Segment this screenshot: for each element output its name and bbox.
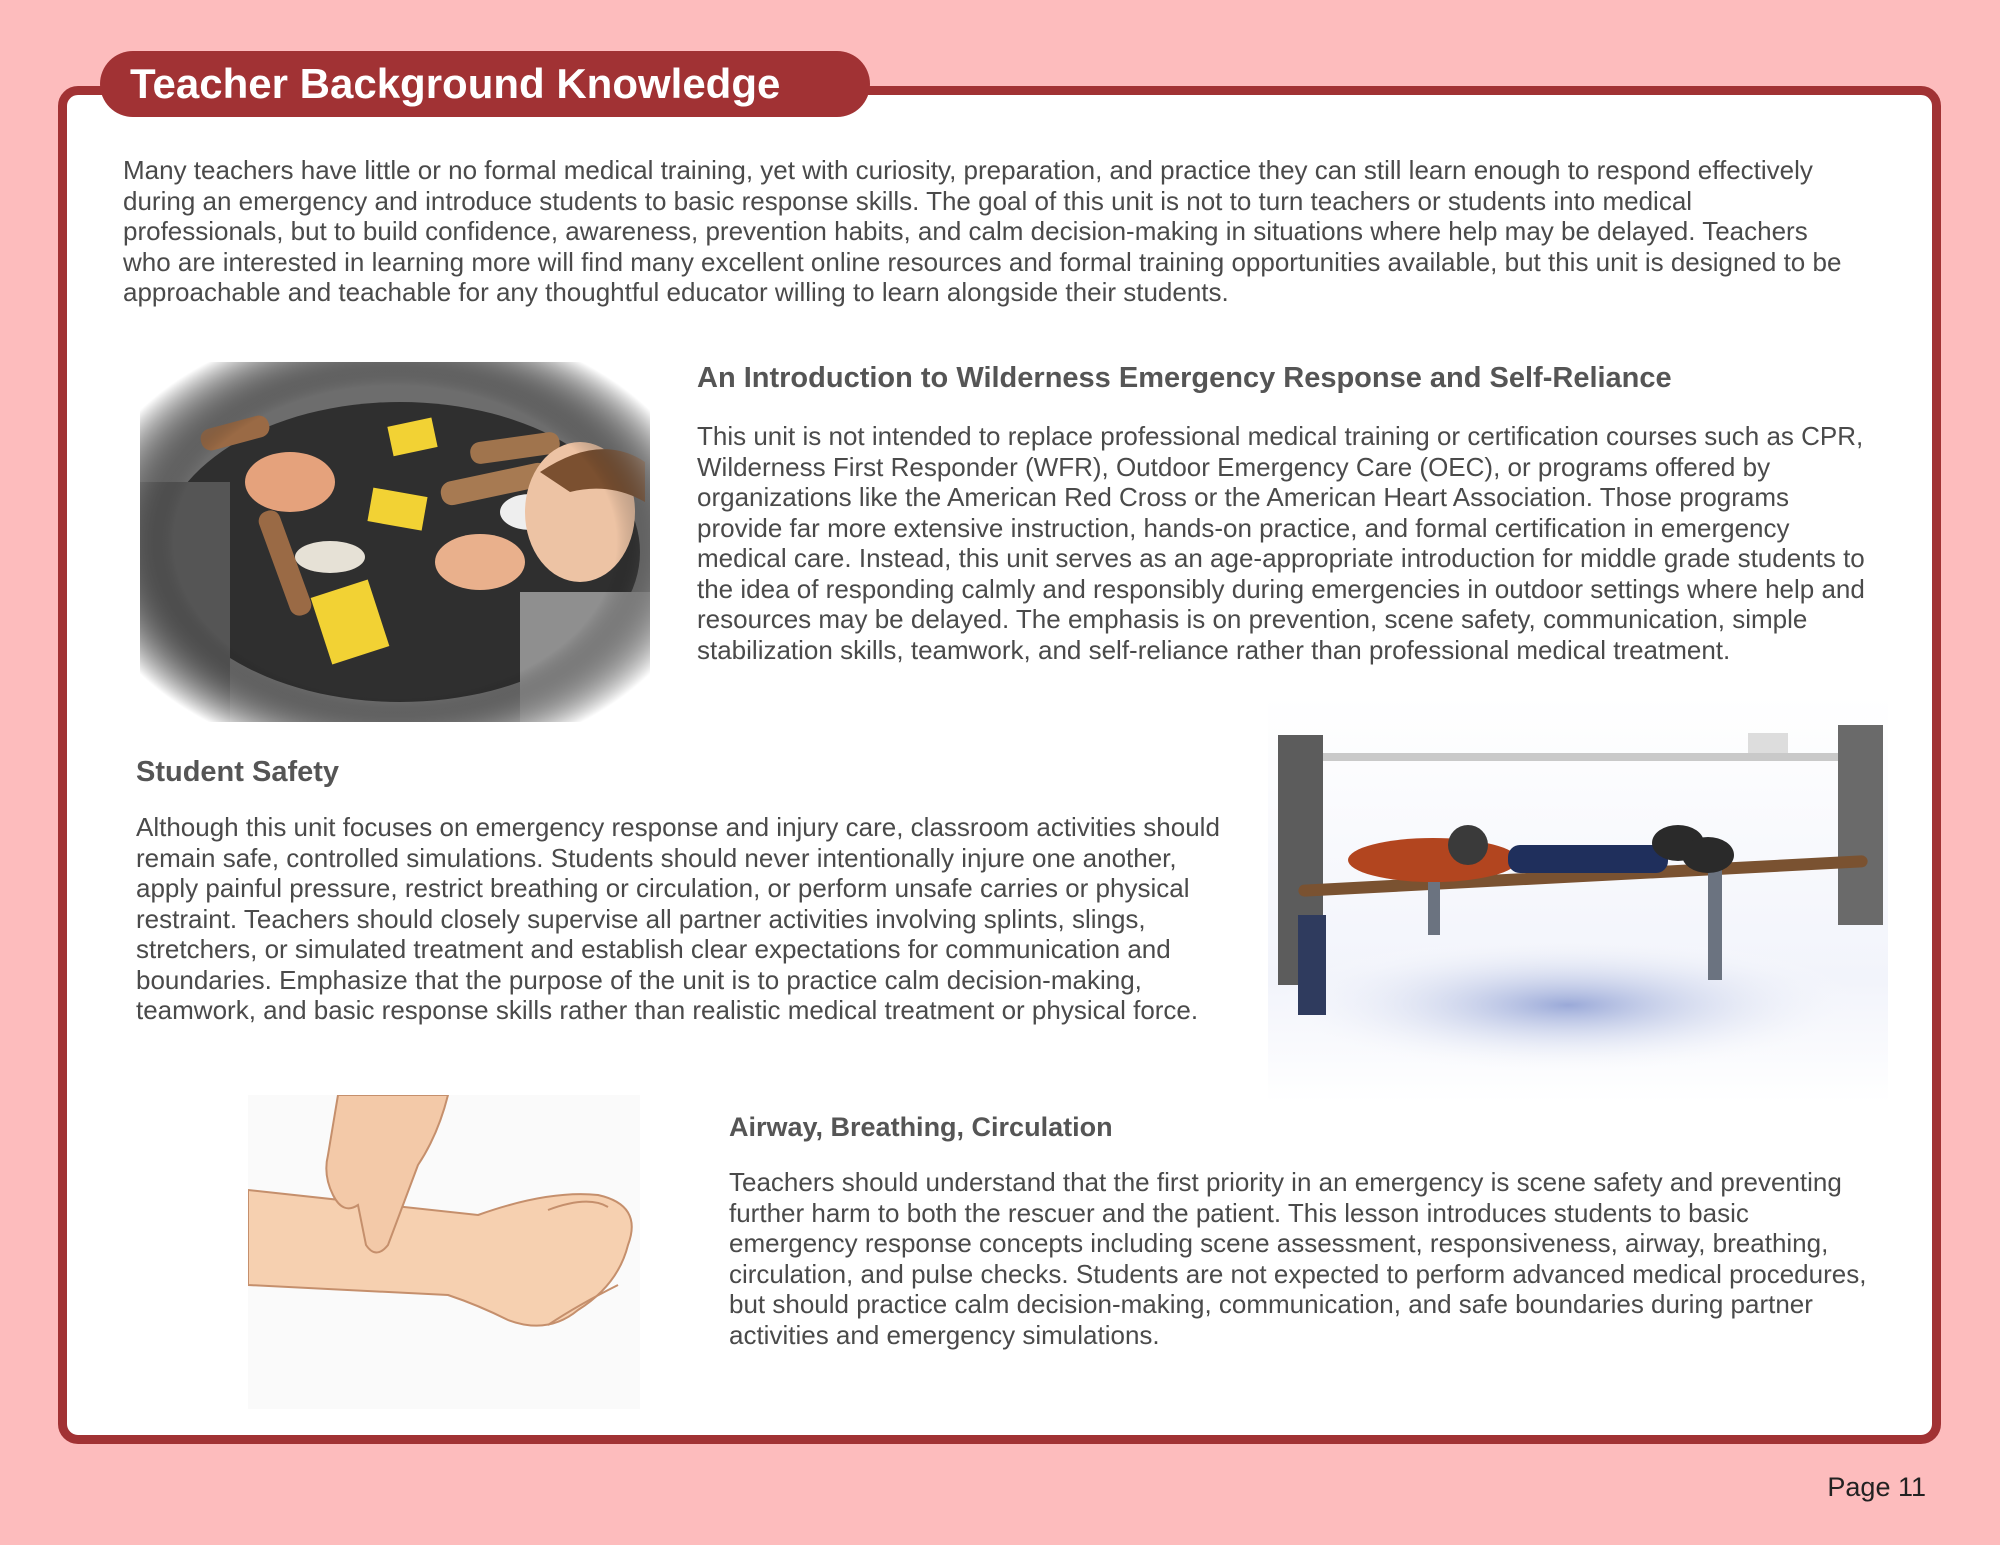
page-number: Page 11	[1827, 1472, 1926, 1502]
page-title: Teacher Background Knowledge	[100, 51, 870, 117]
section-body-abc: Teachers should understand that the first priority in an emergency is scene safety and preventing further harm to both the rescuer and the patient. This lesson introduces students to basic emergency response concepts including scene assessment, responsiveness, airway, breathing, circulation, and pulse checks. Students are not expected to perform advanced medical procedures, but should practice calm decision-making, communication, and safe boundaries during partner activities and emergency simulations.	[729, 1167, 1867, 1350]
section-body-intro: This unit is not intended to replace professional medical training or certification courses such as CPR, Wilderness First Responder (WFR), Outdoor Emergency Care (OEC), or programs offered by organizations like the American Red Cross or the American Heart Association. Those programs provide far more extensive instruction, hands-on practice, and formal certification in emergency medical care. Instead, this unit serves as an age-appropriate introduction for middle grade students to the idea of responding calmly and responsibly during emergencies in outdoor settings where help and resources may be delayed. The emphasis is on prevention, scene safety, communication, simple stabilization skills, teamwork, and self-reliance rather than professional medical treatment.	[697, 421, 1865, 665]
stretcher-carry-illustration	[1268, 695, 1888, 1103]
section-heading-intro: An Introduction to Wilderness Emergency Response and Self-Reliance	[697, 362, 1672, 394]
students-splinting-illustration	[140, 362, 650, 722]
section-heading-abc: Airway, Breathing, Circulation	[729, 1112, 1113, 1142]
section-body-safety: Although this unit focuses on emergency response and injury care, classroom activities should remain safe, controlled simulations. Students should never intentionally injure one another, apply painful pressure, restrict breathing or circulation, or perform unsafe carries or physical restraint. Teachers should closely supervise all partner activities involving splints, slings, stretchers, or simulated treatment and establish clear expectations for communication and boundaries. Emphasize that the purpose of the unit is to practice calm decision-making, teamwork, and basic response skills rather than realistic medical treatment or physical force.	[136, 812, 1220, 1025]
pulse-check-illustration	[248, 1095, 640, 1409]
section-heading-safety: Student Safety	[136, 756, 340, 788]
intro-paragraph: Many teachers have little or no formal medical training, yet with curiosity, preparation, and practice they can still learn enough to respond effectively during an emergency and introduce students to basic response skills. The goal of this unit is not to turn teachers or students into medical professionals, but to build confidence, awareness, prevention habits, and calm decision-making in situations where help may be delayed. Teachers who are interested in learning more will find many excellent online resources and formal training opportunities available, but this unit is designed to be approachable and teachable for any thoughtful educator willing to learn alongside their students.	[123, 155, 1842, 307]
